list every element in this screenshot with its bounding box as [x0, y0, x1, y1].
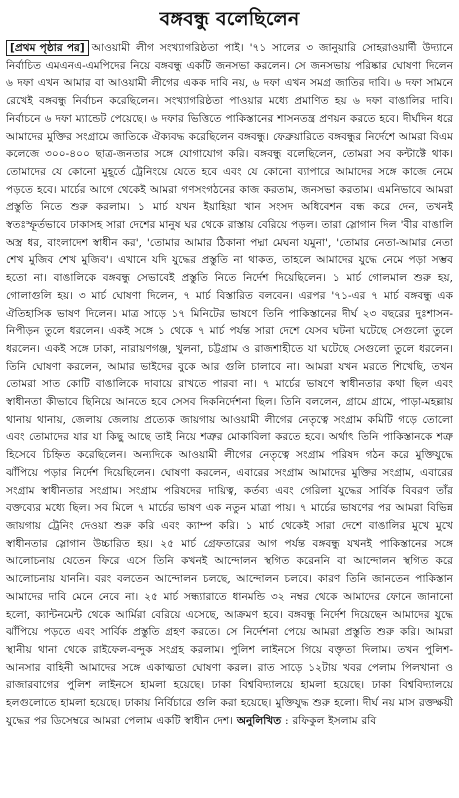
credit-separator: : — [281, 714, 293, 727]
credit-prefix: অনুলিখিত — [236, 714, 282, 727]
headline: বঙ্গবন্ধু বলেছিলেন — [159, 8, 300, 30]
credit-name: রফিকুল ইসলাম রবি — [292, 714, 377, 727]
continued-from-tag: [প্রথম পৃষ্ঠার পর] — [6, 40, 89, 56]
continued-from-label: প্রথম পৃষ্ঠার পর — [14, 42, 80, 54]
article-body — [6, 40, 453, 792]
article-text: আওয়ামী লীগ সংখ্যাগরিষ্ঠতা পাই। '৭১ সালের ৩ জানুয়ারি সোহরাওয়ার্দী উদ্যানে নির্বাচিত এমএনএ-এমপিদের নিয়ে বঙ্গবন্ধু একটি জনসভা করলেন। সে জনসভায় পরিষ্কার ঘোষণা দিলেন ৬ দফা এখন আমার বা আওয়ামী লীগের একক দাবি নয়, ৬ দফা এখন সমগ্র জাতির দাবি। ৬ দফা সামনে রেখেই বঙ্গবন্ধু নির্বাচন করেছিলেন। সংখ্যাগরিষ্ঠতা পাওয়ার মধ্যে প্রমাণিত হয় ৬ দফা বাঙালির দাবি। নির্বাচনে ৬ দফা ম্যান্ডেট পেয়েছে। ৬ দফার ভিত্তিতে পাকিস্তানের শাসনতন্ত্র প্রণয়ন করতে হবে। দীর্ঘদিন ধরে আমাদের মুক্তির সংগ্রামে জাতিকে ঐক্যবদ্ধ করেছিলেন বঙ্গবন্ধু। ফেব্রুয়ারিতে বঙ্গবন্ধুর নির্দেশে আমরা বিএম কলেজে ৩০০-৪০০ ছাত্র-জনতার সঙ্গে যোগাযোগ করি। বঙ্গবন্ধু বলেছিলেন, তোমরা সব কন্টাক্টে থাক। তোমাদের যে কোনো মুহূর্তে ট্রেনিংয়ে যেতে হবে এবং যে কোনো ব্যাপারে আমাদের সঙ্গে কাজে নেমে পড়তে হবে। মার্চের আগে থেকেই আমরা গণসংগঠনের কাজ করতাম, জনসভা করতাম। এমনিভাবে আমরা প্রস্তুতি নিতে শুরু করলাম। ১ মার্চ যখন ইয়াহিয়া খান সংসদ অধিবেশন বন্ধ করে দেন, তখনই স্বতঃস্ফূর্তভাবে ঢাকাসহ সারা দেশের মানুষ ঘর থেকে রাস্তায় বেরিয়ে পড়ল। তারা স্লোগান দিল 'বীর বাঙালি অস্ত্র ধর, বাংলাদেশ স্বাধীন কর', 'তোমার আমার ঠিকানা পদ্মা মেঘনা যমুনা', 'তোমার নেতা-আমার নেতা শেখ মুজিব শেখ মুজিব'। এখানে যদি যুদ্ধের প্রস্তুতি না থাকত, তাহলে আমাদের যুদ্ধে নেমে পড়া সম্ভব হতো না। বাঙালিকে বঙ্গবন্ধু সেভাবেই প্রস্তুতি নিতে নির্দেশ দিয়েছিলেন। ১ মার্চ গোলমাল শুরু হয়, গোলাগুলি হয়। ৩ মার্চ ঘোষণা দিলেন, ৭ মার্চ বিস্তারিত বলবেন। এরপর '৭১-এর ৭ মার্চ বঙ্গবন্ধু এক ঐতিহাসিক ভাষণ দিলেন। মাত্র সাড়ে ১৭ মিনিটের ভাষণে তিনি পাকিস্তানের দীর্ঘ ২৩ বছরের দুঃশাসন-নিপীড়ন তুলে ধরলেন। একই সঙ্গে ১ থেকে ৭ মার্চ পর্যন্ত সারা দেশে যেসব ঘটনা ঘটেছে সেগুলো তুলে ধরলেন। একই সঙ্গে ঢাকা, নারায়ণগঞ্জ, খুলনা, চট্টগ্রাম ও রাজশাহীতে যা ঘটেছে সেগুলো তুলে ধরলেন। তিনি ঘোষণা করলেন, আমার ভাইদের বুকে আর গুলি চালাবে না। আমরা যখন মরতে শিখেছি, তখন তোমরা সাত কোটি বাঙালিকে দাবায়ে রাখতে পারবা না। ৭ মার্চের ভাষণে স্বাধীনতার কথা ছিল এবং স্বাধীনতা কীভাবে ছিনিয়ে আনতে হবে সেসব দিকনির্দেশনা ছিল। তিনি বললেন, গ্রামে গ্রামে, পাড়া-মহল্লায় থানায় থানায়, জেলায় জেলায় প্রত্যেক জায়গায় আওয়ামী লীগের নেতৃত্বে সংগ্রাম কমিটি গড়ে তোলো এবং তোমাদের যার যা কিছু আছে তাই নিয়ে শত্রুর মোকাবিলা করতে হবে। অর্থাৎ তিনি পাকিস্তানকে শত্রু হিসেবে চিহ্নিত করেছিলেন। অন্যদিকে আওয়ামী লীগের নেতৃত্বে সংগ্রাম পরিষদ গঠন করে মুক্তিযুদ্ধে ঝাঁপিয়ে পড়ার নির্দেশ দিয়েছিলেন। ঘোষণা করলেন, এবারের সংগ্রাম আমাদের মুক্তির সংগ্রাম, এবারের সংগ্রাম স্বাধীনতার সংগ্রাম। সংগ্রাম পরিষদের দায়িত্ব, কর্তব্য এবং গেরিলা যুদ্ধের সার্বিক বিবরণ তাঁর বক্তব্যের মধ্যে ছিল। সব মিলে ৭ মার্চের ভাষণ এক নতুন মাত্রা পায়। ৭ মার্চের ভাষণের পর আমরা বিভিন্ন জায়গায় ট্রেনিং দেওয়া শুরু করি এবং ক্যাম্প করি। ১ মার্চ থেকেই সারা দেশে বাঙালির মুখে মুখে স্বাধীনতার স্লোগান উচ্চারিত হয়। ২৫ মার্চ গ্রেফতারের আগ পর্যন্ত বঙ্গবন্ধু যখনই পাকিস্তানের সঙ্গে আলোচনায় যেতেন ফিরে এসে তিনি কখনই আন্দোলন স্থগিত করেননি বা আন্দোলন স্থগিত করে আলোচনায় যাননি। বরং বলতেন আন্দোলন চলছে, আন্দোলন চলবে। কারণ তিনি জানতেন পাকিস্তান আমাদের দাবি মেনে নেবে না। ২৫ মার্চ সন্ধ্যারাতে ধানমন্ডি ৩২ নম্বর থেকে আমাদের ফোনে জানানো হলো, ক্যান্টনমেন্ট থেকে আর্মিরা বেরিয়ে এসেছে, আক্রমণ হবে। বঙ্গবন্ধু নির্দেশ দিয়েছেন আমাদের যুদ্ধে ঝাঁপিয়ে পড়তে এবং সার্বিক প্রস্তুতি গ্রহণ করতে। সে নির্দেশনা পেয়ে আমরা প্রস্তুতি শুরু করি। আমরা স্থানীয় থানা থেকে রাইফেল-বন্দুক সংগ্রহ করলাম। পুলিশ লাইনসে গিয়ে বক্তৃতা দিলাম। তখন পুলিশ-আনসার বাহিনী আমাদের সঙ্গে একাত্মতা ঘোষণা করল। রাত সাড়ে ১২টায় খবর পেলাম পিলখানা ও রাজারবাগের পুলিশ লাইনসে হামলা হয়েছে। ঢাকা বিশ্ববিদ্যালয়ে হামলা হয়েছে। ঢাকা বিশ্ববিদ্যালয়ে হলগুলোতে হামলা হয়েছে। ঢাকায় নির্বিচারে গুলি করা হয়েছে। মুক্তিযুদ্ধ শুরু হলো। দীর্ঘ নয় মাস রক্তক্ষয়ী যুদ্ধের পর ডিসেম্বরে আমরা পেলাম একটি স্বাধীন দেশ। — [6, 42, 453, 727]
